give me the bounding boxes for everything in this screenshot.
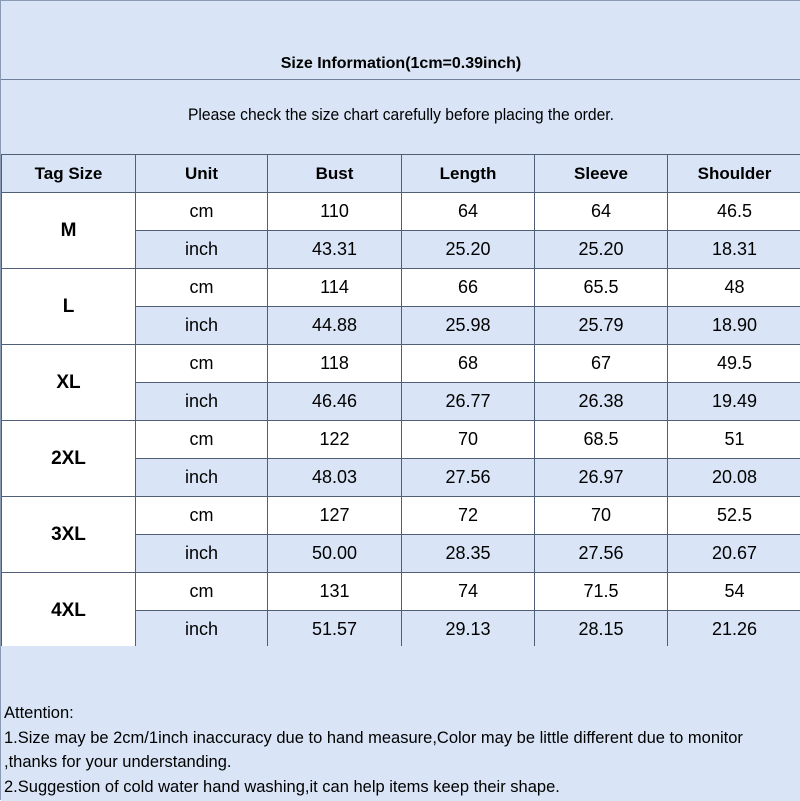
unit-cell: inch bbox=[136, 459, 268, 497]
shoulder-cell: 20.08 bbox=[668, 459, 800, 497]
table-row bbox=[2, 497, 800, 535]
tag-size-cell: M bbox=[2, 193, 136, 269]
tag-size-cell: 2XL bbox=[2, 421, 136, 497]
table-row bbox=[2, 421, 800, 459]
sleeve-cell: 68.5 bbox=[535, 421, 668, 459]
table-row bbox=[2, 345, 800, 383]
unit-cell: inch bbox=[136, 383, 268, 421]
sleeve-cell: 70 bbox=[535, 497, 668, 535]
length-cell: 27.56 bbox=[402, 459, 535, 497]
bust-cell: 46.46 bbox=[268, 383, 402, 421]
shoulder-cell: 19.49 bbox=[668, 383, 800, 421]
shoulder-cell: 52.5 bbox=[668, 497, 800, 535]
tag-size-cell: XL bbox=[2, 345, 136, 421]
length-cell: 74 bbox=[402, 573, 535, 611]
unit-cell: inch bbox=[136, 231, 268, 269]
attention-block bbox=[4, 701, 798, 799]
unit-cell: cm bbox=[136, 421, 268, 459]
unit-cell: inch bbox=[136, 611, 268, 649]
length-cell: 64 bbox=[402, 193, 535, 231]
shoulder-cell: 49.5 bbox=[668, 345, 800, 383]
bust-cell: 127 bbox=[268, 497, 402, 535]
tag-size-cell: 4XL bbox=[2, 573, 136, 649]
table-row bbox=[2, 193, 800, 231]
bust-cell: 118 bbox=[268, 345, 402, 383]
bust-cell: 48.03 bbox=[268, 459, 402, 497]
header-sleeve: Sleeve bbox=[535, 155, 668, 193]
length-cell: 70 bbox=[402, 421, 535, 459]
attention-note-2: 2.Suggestion of cold water hand washing,it can help items keep their shape. bbox=[4, 775, 798, 800]
length-cell: 25.98 bbox=[402, 307, 535, 345]
unit-cell: inch bbox=[136, 307, 268, 345]
header-tag-size: Tag Size bbox=[2, 155, 136, 193]
unit-cell: inch bbox=[136, 535, 268, 573]
unit-cell: cm bbox=[136, 193, 268, 231]
header-shoulder: Shoulder bbox=[668, 155, 800, 193]
length-cell: 72 bbox=[402, 497, 535, 535]
shoulder-cell: 46.5 bbox=[668, 193, 800, 231]
footer-notes bbox=[1, 646, 800, 801]
bust-cell: 131 bbox=[268, 573, 402, 611]
table-row bbox=[2, 573, 800, 611]
sleeve-cell: 71.5 bbox=[535, 573, 668, 611]
length-cell: 68 bbox=[402, 345, 535, 383]
header-unit: Unit bbox=[136, 155, 268, 193]
shoulder-cell: 54 bbox=[668, 573, 800, 611]
sleeve-cell: 25.79 bbox=[535, 307, 668, 345]
shoulder-cell: 48 bbox=[668, 269, 800, 307]
shoulder-cell: 18.31 bbox=[668, 231, 800, 269]
page-title: Size Information(1cm=0.39inch) bbox=[1, 55, 800, 73]
unit-cell: cm bbox=[136, 269, 268, 307]
header-length: Length bbox=[402, 155, 535, 193]
unit-cell: cm bbox=[136, 573, 268, 611]
length-cell: 28.35 bbox=[402, 535, 535, 573]
sleeve-cell: 28.15 bbox=[535, 611, 668, 649]
attention-note-1: 1.Size may be 2cm/1inch inaccuracy due to hand measure,Color may be little different due to monitor ,thanks for your understanding. bbox=[4, 726, 798, 775]
subtitle-band bbox=[1, 80, 800, 155]
bust-cell: 114 bbox=[268, 269, 402, 307]
bust-cell: 51.57 bbox=[268, 611, 402, 649]
table-row bbox=[2, 269, 800, 307]
title-band bbox=[1, 1, 800, 80]
sleeve-cell: 67 bbox=[535, 345, 668, 383]
sleeve-cell: 65.5 bbox=[535, 269, 668, 307]
sleeve-cell: 25.20 bbox=[535, 231, 668, 269]
size-table bbox=[1, 154, 800, 649]
tag-size-cell: L bbox=[2, 269, 136, 345]
shoulder-cell: 18.90 bbox=[668, 307, 800, 345]
bust-cell: 110 bbox=[268, 193, 402, 231]
bust-cell: 44.88 bbox=[268, 307, 402, 345]
length-cell: 66 bbox=[402, 269, 535, 307]
unit-cell: cm bbox=[136, 345, 268, 383]
shoulder-cell: 51 bbox=[668, 421, 800, 459]
sleeve-cell: 27.56 bbox=[535, 535, 668, 573]
table-header-row bbox=[2, 155, 800, 193]
header-bust: Bust bbox=[268, 155, 402, 193]
bust-cell: 122 bbox=[268, 421, 402, 459]
page-subtitle: Please check the size chart carefully before placing the order. bbox=[33, 105, 769, 125]
table-body bbox=[2, 193, 800, 649]
sleeve-cell: 26.38 bbox=[535, 383, 668, 421]
length-cell: 29.13 bbox=[402, 611, 535, 649]
length-cell: 25.20 bbox=[402, 231, 535, 269]
tag-size-cell: 3XL bbox=[2, 497, 136, 573]
sleeve-cell: 26.97 bbox=[535, 459, 668, 497]
attention-heading: Attention: bbox=[4, 701, 798, 726]
shoulder-cell: 20.67 bbox=[668, 535, 800, 573]
unit-cell: cm bbox=[136, 497, 268, 535]
bust-cell: 50.00 bbox=[268, 535, 402, 573]
bust-cell: 43.31 bbox=[268, 231, 402, 269]
sleeve-cell: 64 bbox=[535, 193, 668, 231]
shoulder-cell: 21.26 bbox=[668, 611, 800, 649]
length-cell: 26.77 bbox=[402, 383, 535, 421]
